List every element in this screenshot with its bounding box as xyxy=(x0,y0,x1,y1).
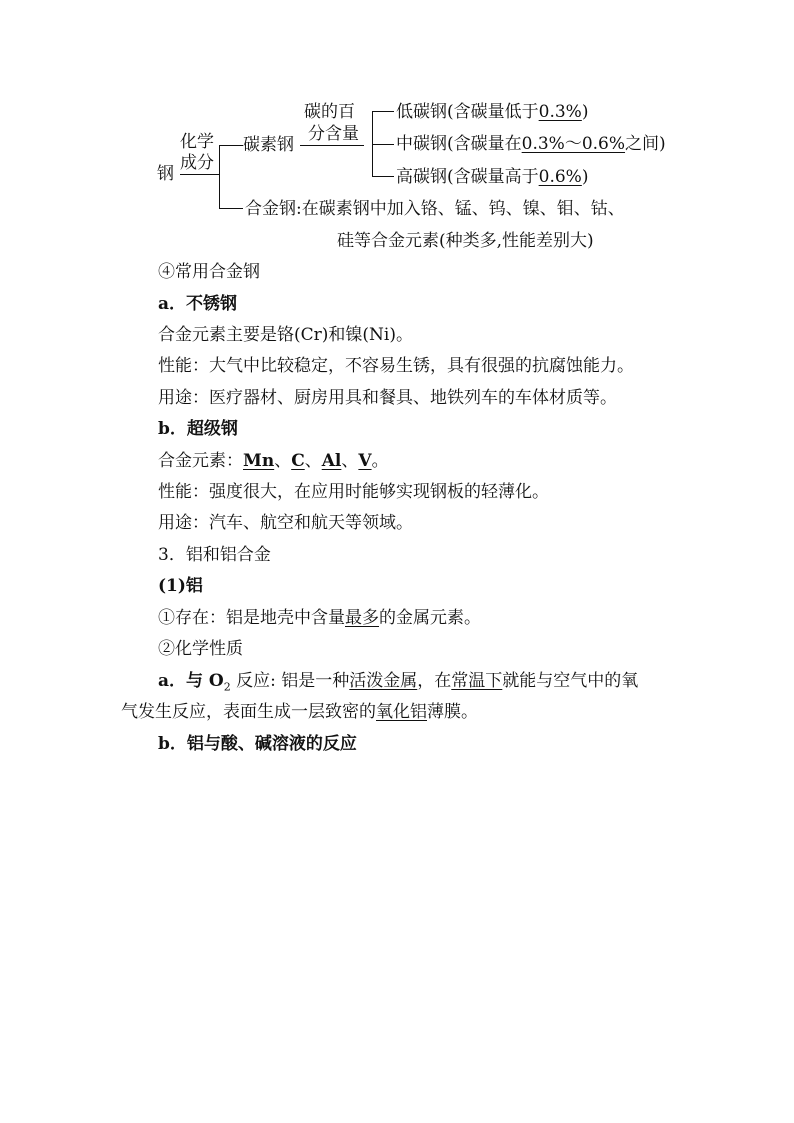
stainless-use: 用途：医疗器材、厨房用具和餐具、地铁列车的车体材质等。 xyxy=(158,388,617,408)
tree-branch-carbon xyxy=(219,145,243,146)
tree-branch-mid xyxy=(372,144,394,145)
super-property: 性能：强度很大，在应用时能够实现钢板的轻薄化。 xyxy=(158,482,549,502)
tree-branch-low xyxy=(372,111,394,112)
tree-label-carbon-top: 碳的百 xyxy=(304,102,355,122)
tree-high-carbon: 高碳钢(含碳量高于0.6%) xyxy=(396,167,589,187)
heading-acid-base-reaction: b．铝与酸、碱溶液的反应 xyxy=(158,734,357,754)
section-title-alloy-steel: ④常用合金钢 xyxy=(158,262,260,282)
heading-stainless: a．不锈钢 xyxy=(158,294,238,314)
heading-chemical-property: ②化学性质 xyxy=(158,639,243,659)
super-elements: 合金元素：Mn、C、Al、V。 xyxy=(158,451,389,471)
tree-bracket-level1 xyxy=(219,145,220,209)
aluminum-existence: ①存在：铝是地壳中含量最多的金属元素。 xyxy=(158,608,481,628)
section-title-aluminum: 3．铝和铝合金 xyxy=(158,545,271,565)
tree-label-carbon-bottom: 分含量 xyxy=(308,124,359,144)
tree-connector-carbon xyxy=(300,145,364,146)
tree-alloy-steel-line1: 合金钢:在碳素钢中加入铬、锰、钨、镍、钼、钴、 xyxy=(245,199,625,219)
tree-alloy-steel-line2: 硅等合金元素(种类多,性能差别大) xyxy=(337,231,594,251)
stainless-property: 性能：大气中比较稳定，不容易生锈，具有很强的抗腐蚀能力。 xyxy=(158,356,634,376)
tree-branch-high xyxy=(372,176,394,177)
aluminum-o2-reaction-line2: 气发生反应，表面生成一层致密的氧化铝薄膜。 xyxy=(121,702,478,722)
tree-label-chemical-top: 化学 xyxy=(180,132,214,152)
stainless-elements: 合金元素主要是铬(Cr)和镍(Ni)。 xyxy=(158,325,413,345)
tree-mid-carbon: 中碳钢(含碳量在0.3%～0.6%之间) xyxy=(396,134,666,154)
tree-carbon-steel: 碳素钢 xyxy=(243,135,294,155)
tree-label-chemical-bottom: 成分 xyxy=(180,153,214,173)
tree-underline-chemical xyxy=(180,174,220,175)
tree-low-carbon: 低碳钢(含碳量低于0.3%) xyxy=(396,102,589,122)
heading-aluminum: (1)铝 xyxy=(158,576,203,596)
heading-super-steel: b．超级钢 xyxy=(158,419,238,439)
tree-root-steel: 钢 xyxy=(157,164,174,184)
super-use: 用途：汽车、航空和航天等领域。 xyxy=(158,513,413,533)
aluminum-o2-reaction-line1: a．与 $O_2$ 反应: 铝是一种活泼金属，在常温下就能与空气中的氧 xyxy=(158,671,639,694)
tree-branch-alloy xyxy=(219,208,243,209)
